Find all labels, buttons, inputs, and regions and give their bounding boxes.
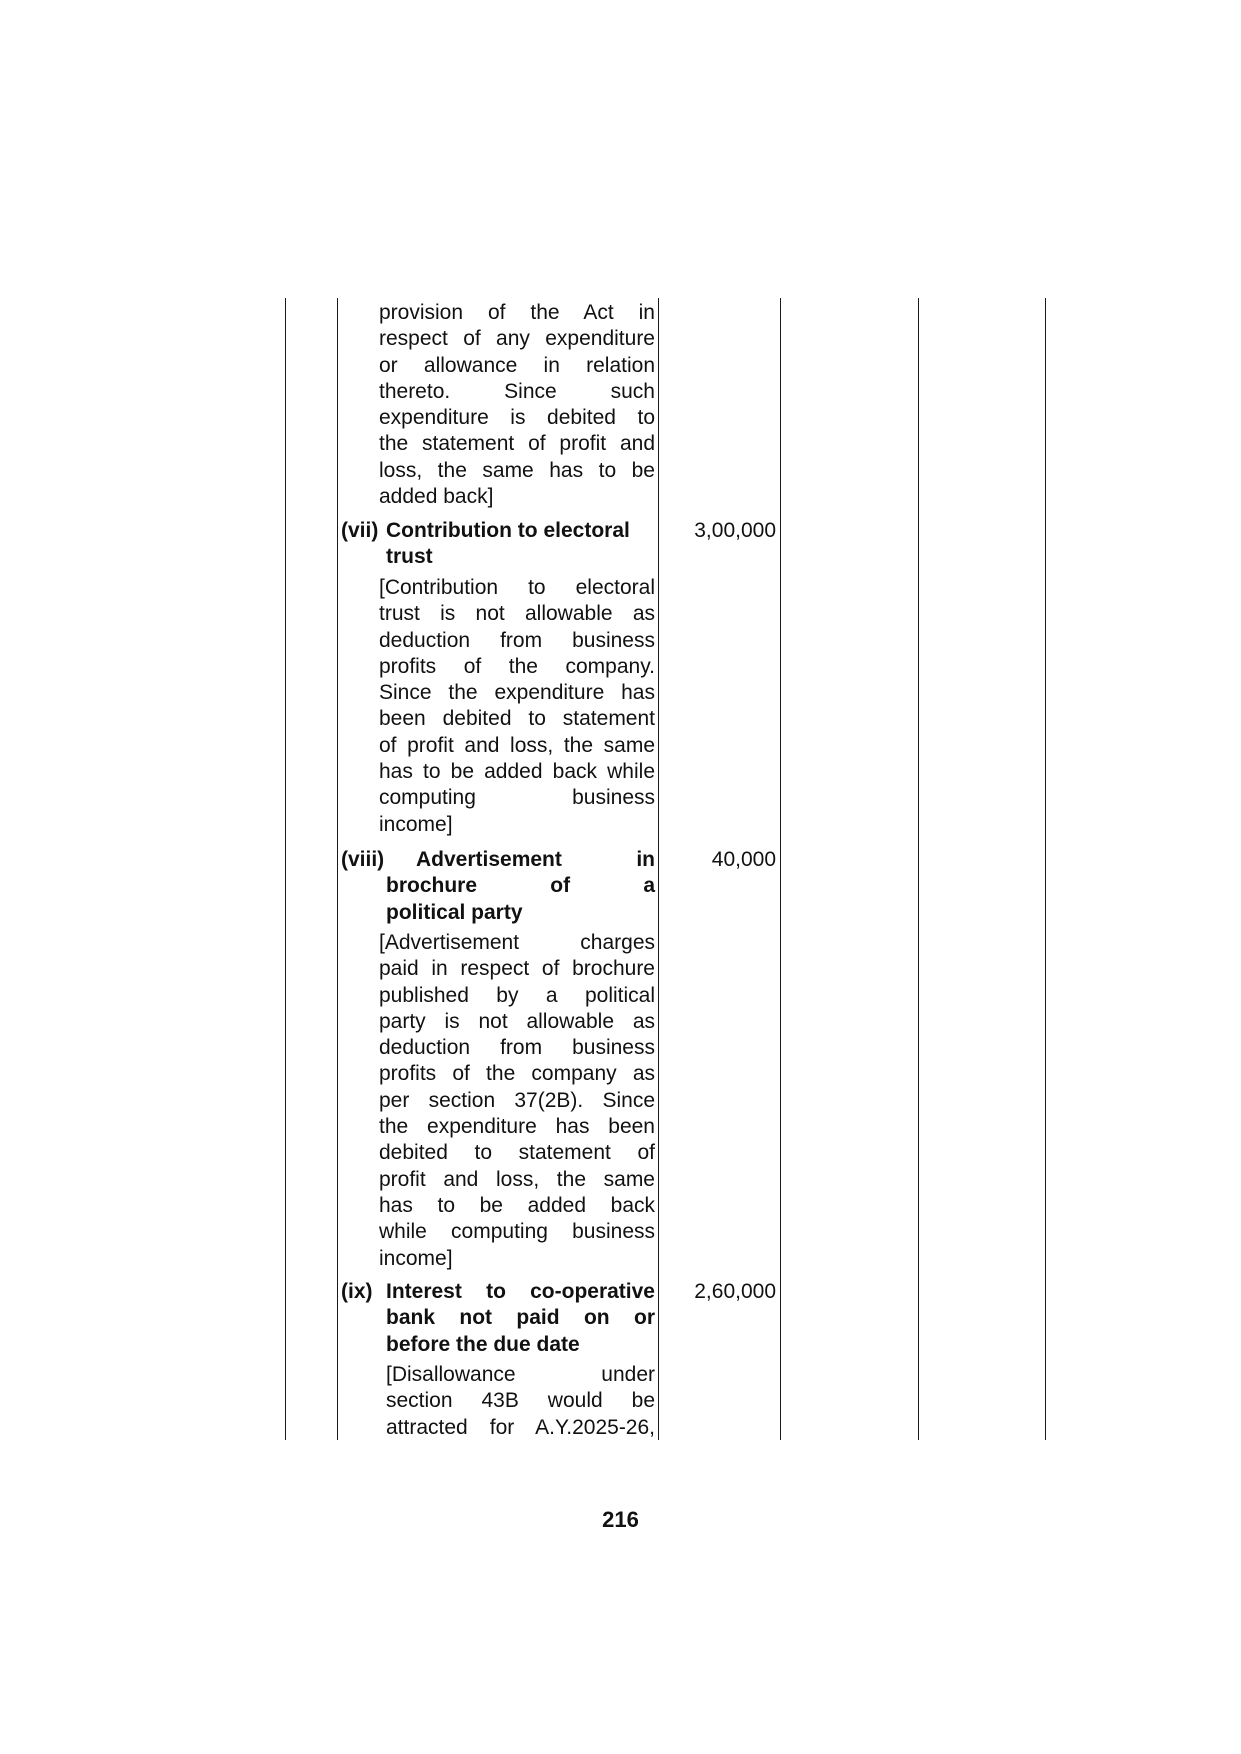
note-line: while computing business: [379, 1220, 655, 1244]
note-line: profit and loss, the same: [379, 1167, 655, 1191]
continuation-note: [379, 300, 655, 510]
note-line: Since the expenditure has: [379, 681, 655, 705]
note-line: party is not allowable as: [379, 1009, 655, 1033]
item-amount-vii: 3,00,000: [694, 519, 776, 542]
note-line: added back]: [379, 485, 494, 509]
item-note-ix: [386, 1362, 655, 1441]
note-line: the statement of profit and: [379, 432, 655, 456]
heading-line: political party: [386, 900, 523, 924]
item-label-viii: (viii): [341, 848, 385, 871]
note-line: deduction from business: [379, 1036, 655, 1060]
note-line: paid in respect of brochure: [379, 957, 655, 981]
table-rule-5: [918, 298, 919, 1440]
item-amount-ix: 2,60,000: [694, 1280, 776, 1303]
heading-line: trust: [386, 545, 433, 569]
note-line: the expenditure has been: [379, 1115, 655, 1139]
table-rule-4: [780, 298, 781, 1440]
table-rule-2: [337, 298, 338, 1440]
note-line: income]: [379, 812, 453, 836]
item-note-vii: [379, 575, 655, 838]
note-line: [Contribution to electoral: [379, 576, 655, 599]
note-line: has to be added back: [379, 1193, 655, 1217]
note-line: or allowance in relation: [379, 353, 655, 377]
note-line: attracted for A.Y.2025-26,: [386, 1415, 655, 1439]
note-line: profits of the company as: [379, 1062, 655, 1086]
note-line: [Advertisement charges: [379, 931, 655, 954]
page-number: 216: [602, 1507, 639, 1532]
note-line: been debited to statement: [379, 707, 655, 731]
item-amount-viii: 40,000: [711, 848, 776, 871]
item-label-ix: (ix): [341, 1280, 373, 1303]
note-line: published by a political: [379, 983, 655, 1007]
note-line: section 43B would be: [386, 1389, 655, 1413]
note-line: of profit and loss, the same: [379, 733, 655, 757]
table-rule-6: [1045, 298, 1046, 1440]
note-line: computing business: [379, 786, 655, 810]
item-heading-vii: [386, 518, 655, 571]
table-rule-3: [658, 298, 659, 1440]
note-line: profits of the company.: [379, 654, 655, 678]
heading-line: Advertisement in: [416, 848, 655, 871]
note-line: thereto. Since such: [379, 379, 655, 403]
note-line: per section 37(2B). Since: [379, 1088, 655, 1112]
note-line: provision of the Act in: [379, 301, 655, 324]
note-line: expenditure is debited to: [379, 406, 655, 430]
item-label-vii: (vii): [341, 519, 379, 542]
note-line: [Disallowance under: [386, 1363, 655, 1386]
heading-line: brochure of a: [386, 874, 655, 898]
note-line: deduction from business: [379, 628, 655, 652]
heading-line: Contribution to electoral: [386, 519, 630, 542]
item-heading-ix: [386, 1279, 655, 1358]
heading-line: bank not paid on or: [386, 1306, 655, 1330]
heading-line: before the due date: [386, 1332, 580, 1356]
note-line: trust is not allowable as: [379, 602, 655, 626]
note-line: has to be added back while: [379, 760, 655, 784]
item-note-viii: [379, 930, 655, 1272]
note-line: loss, the same has to be: [379, 458, 655, 482]
table-rule-1: [285, 298, 286, 1440]
heading-line: Interest to co-operative: [386, 1280, 655, 1303]
note-line: debited to statement of: [379, 1141, 655, 1165]
item-heading-viii: [386, 847, 655, 926]
note-line: income]: [379, 1246, 453, 1270]
note-line: respect of any expenditure: [379, 327, 655, 351]
